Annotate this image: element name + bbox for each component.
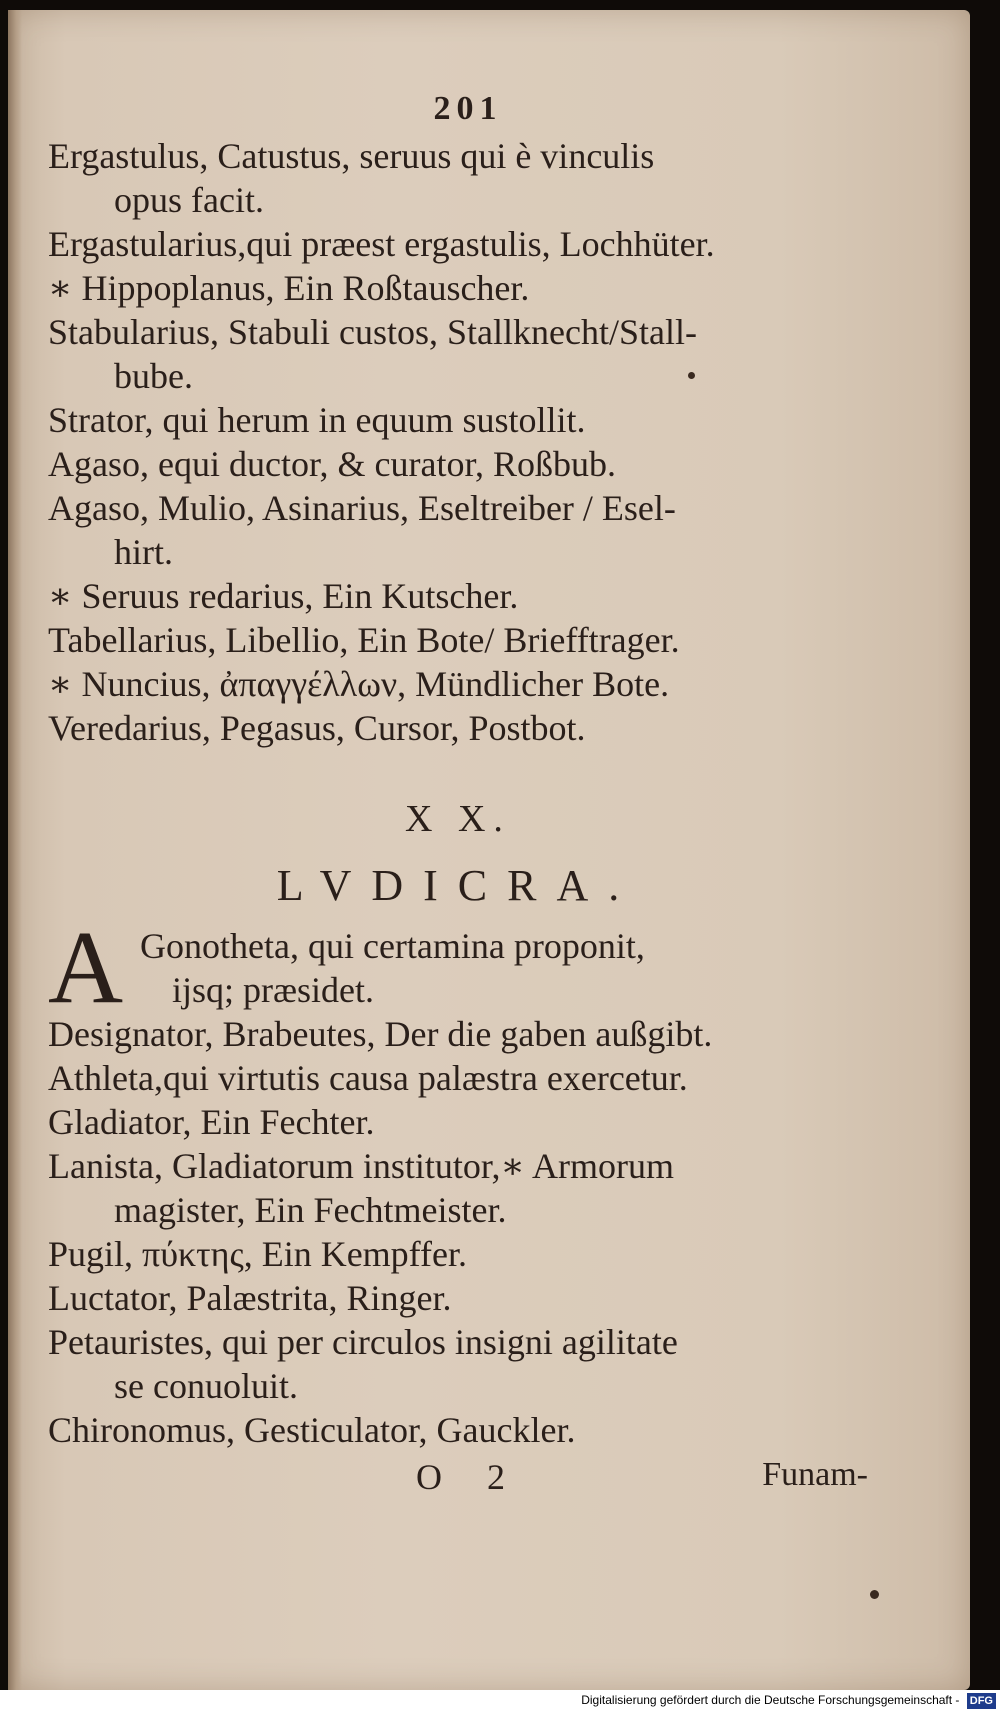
section-entry-list	[48, 1012, 868, 1452]
text-line: se conuoluit.	[114, 1366, 298, 1406]
initial-line: Gonotheta, qui certamina proponit,	[140, 926, 645, 966]
text-line: ∗ Nuncius, ἀπαγγέλλων, Mündlicher Bote.	[48, 664, 670, 704]
text-line: Tabellarius, Libellio, Ein Bote/ Briefftrager.	[48, 620, 680, 660]
text-line: Athleta,qui virtutis causa palæstra exercetur.	[48, 1058, 688, 1098]
book-page	[8, 10, 970, 1690]
text-line: Gladiator, Ein Fechter.	[48, 1102, 375, 1142]
text-line: Agaso, Mulio, Asinarius, Eseltreiber / Esel-	[48, 488, 676, 528]
signature-mark: O 2	[416, 1457, 523, 1497]
dfg-logo: DFG	[967, 1693, 996, 1709]
footer-bar	[0, 1690, 1000, 1710]
page-number: 201	[433, 90, 503, 127]
text-line: Ergastularius,qui præest ergastulis, Lochhüter.	[48, 224, 715, 264]
text-line: Lanista, Gladiatorum institutor,∗ Armorum	[48, 1146, 674, 1186]
initial-paragraph	[48, 910, 868, 1025]
footer-text: Digitalisierung gefördert durch die Deutsche Forschungsgemeinschaft -	[581, 1693, 960, 1707]
ink-speck	[688, 372, 695, 379]
section-title: LVDICRA.	[276, 861, 640, 910]
text-line: ∗ Seruus redarius, Ein Kutscher.	[48, 576, 519, 616]
text-line: opus facit.	[114, 180, 264, 220]
text-line: Pugil, πύκτης, Ein Kempffer.	[48, 1234, 467, 1274]
text-line: Agaso, equi ductor, & curator, Roßbub.	[48, 444, 617, 484]
entry-list	[48, 134, 868, 750]
text-line: ∗ Hippoplanus, Ein Roßtauscher.	[48, 268, 530, 308]
text-line: Chironomus, Gesticulator, Gauckler.	[48, 1410, 576, 1450]
text-block	[48, 90, 868, 1502]
page-edge	[8, 10, 22, 1690]
initial-line: ijsq; præsidet.	[172, 970, 375, 1010]
text-line: Luctator, Palæstrita, Ringer.	[48, 1278, 452, 1318]
text-line: Strator, qui herum in equum sustollit.	[48, 400, 586, 440]
catchword: Funam-	[762, 1456, 868, 1493]
section-number: X X.	[405, 798, 511, 840]
text-line: Ergastulus, Catustus, seruus qui è vinculis	[48, 136, 655, 176]
text-line: Stabularius, Stabuli custos, Stallknecht/Stall-	[48, 312, 697, 352]
text-line: magister, Ein Fechtmeister.	[114, 1190, 507, 1230]
text-line: Petauristes, qui per circulos insigni agilitate	[48, 1322, 678, 1362]
text-line: Designator, Brabeutes, Der die gaben außgibt.	[48, 1014, 713, 1054]
text-line: hirt.	[114, 532, 173, 572]
text-line: Veredarius, Pegasus, Cursor, Postbot.	[48, 708, 586, 748]
ink-speck	[870, 1590, 879, 1599]
text-line: bube.	[114, 356, 193, 396]
drop-cap: A	[48, 910, 124, 1025]
catchword-row	[48, 1456, 868, 1502]
